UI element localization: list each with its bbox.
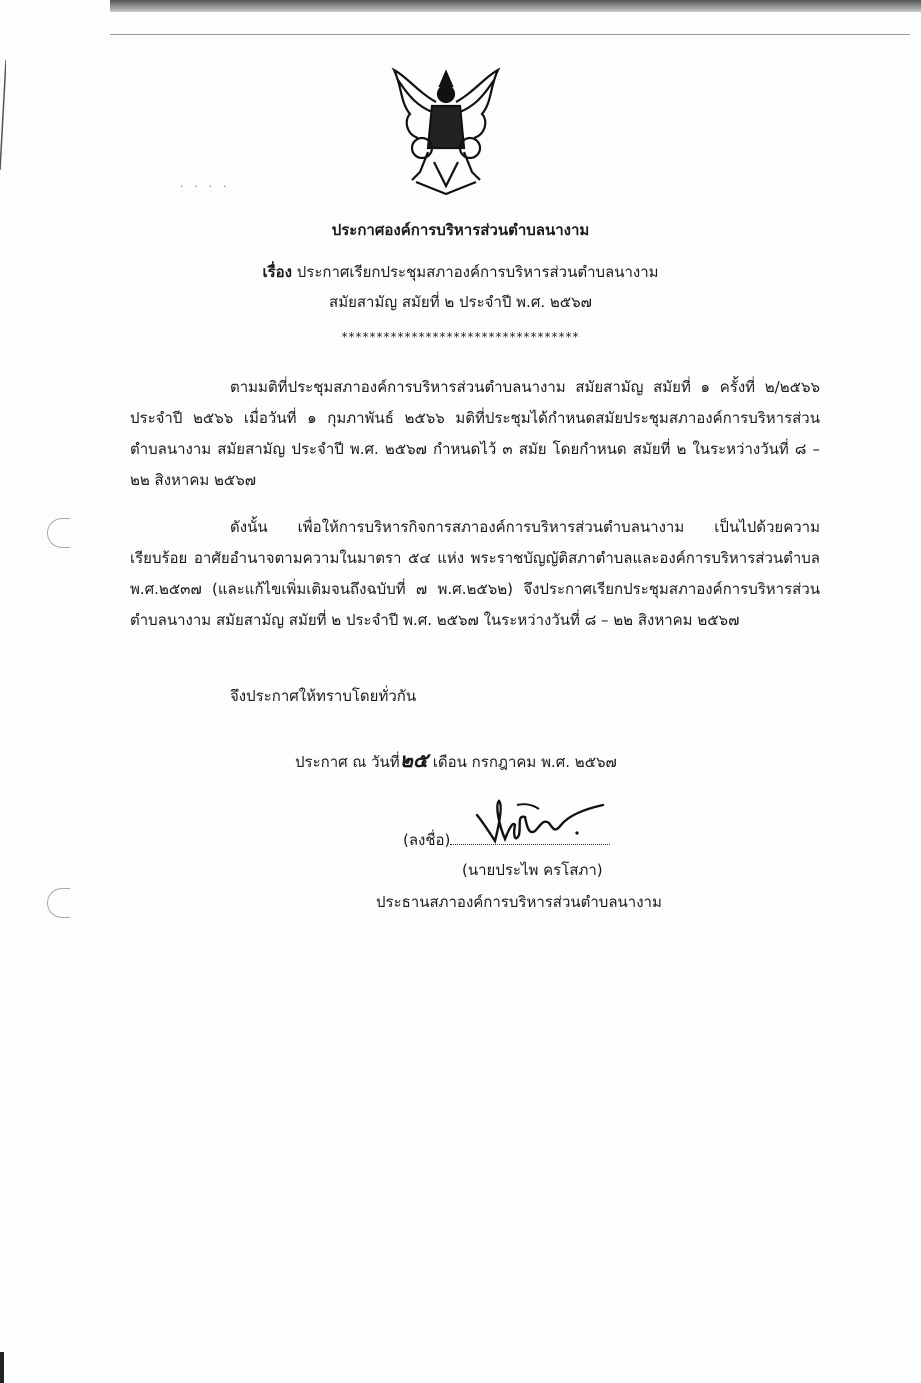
paragraph-1: ตามมติที่ประชุมสภาองค์การบริหารส่วนตำบลนางาม สมัยสามัญ สมัยที่ ๑ ครั้งที่ ๒/๒๕๖๖ ประจำปี ๒๕๖๖ เมื่อวันที่ ๑ กุมภาพันธ์ ๒๕๖๖ มติที่ประชุมได้กำหนดสมัยประชุมสภาองค์การบริหารส่วนตำบลนางาม สมัยสามัญ ประจำปี พ.ศ. ๒๕๖๗ กำหนดไว้ ๓ สมัย โดยกำหนด สมัยที่ ๒ ในระหว่างวันที่ ๘ – ๒๒ สิงหาคม ๒๕๖๗ — [130, 378, 820, 489]
scan-line — [110, 34, 910, 35]
scan-specks: · · · · — [180, 182, 231, 193]
date-prefix: ประกาศ ณ วันที่ — [295, 753, 400, 771]
date-suffix: เดือน กรกฎาคม พ.ศ. ๒๕๖๗ — [428, 753, 617, 771]
notice-line: จึงประกาศให้ทราบโดยทั่วกัน — [230, 687, 417, 705]
garuda-emblem-icon — [388, 62, 504, 200]
scan-edge-left — [0, 0, 6, 200]
signer-position: ประธานสภาองค์การบริหารส่วนตำบลนางาม — [376, 893, 662, 911]
scan-edge-bottom — [0, 1352, 4, 1383]
scan-edge-top — [110, 0, 921, 12]
subject-line — [0, 260, 921, 284]
date-day: ๒๕ — [399, 748, 429, 772]
subject-line-2: สมัยสามัญ สมัยที่ ๒ ประจำปี พ.ศ. ๒๕๖๗ — [329, 293, 592, 311]
paragraph-2: ดังนั้น เพื่อให้การบริหารกิจการสภาองค์การบริหารส่วนตำบลนางาม เป็นไปด้วยความเรียบร้อย อาศัยอำนาจตามความในมาตรา ๕๔ แห่ง พระราชบัญญัติสภาตำบลและองค์การบริหารส่วนตำบล พ.ศ.๒๕๓๗ (และแก้ไขเพิ่มเติมจนถึงฉบับที่ ๗ พ.ศ.๒๕๖๒) จึงประกาศเรียกประชุมสภาองค์การบริหารส่วนตำบลนางาม สมัยสามัญ สมัยที่ ๒ ประจำปี พ.ศ. ๒๕๖๗ ในระหว่างวันที่ ๘ – ๒๒ สิงหาคม ๒๕๖๗ — [130, 518, 820, 629]
signature-dotted-line — [450, 830, 610, 845]
signature-row — [403, 828, 610, 852]
sign-label: (ลงชื่อ) — [403, 831, 451, 849]
document-title: ประกาศองค์การบริหารส่วนตำบลนางาม — [331, 221, 590, 239]
subject-label: เรื่อง — [262, 263, 292, 281]
punch-hole-mark — [47, 888, 70, 918]
punch-hole-mark — [47, 518, 70, 548]
date-line — [295, 744, 617, 776]
signer-name: (นายประไพ ครโสภา) — [462, 861, 603, 879]
subject-text: ประกาศเรียกประชุมสภาองค์การบริหารส่วนตำบลนางาม — [291, 263, 659, 281]
divider: ********************************** — [341, 330, 580, 344]
